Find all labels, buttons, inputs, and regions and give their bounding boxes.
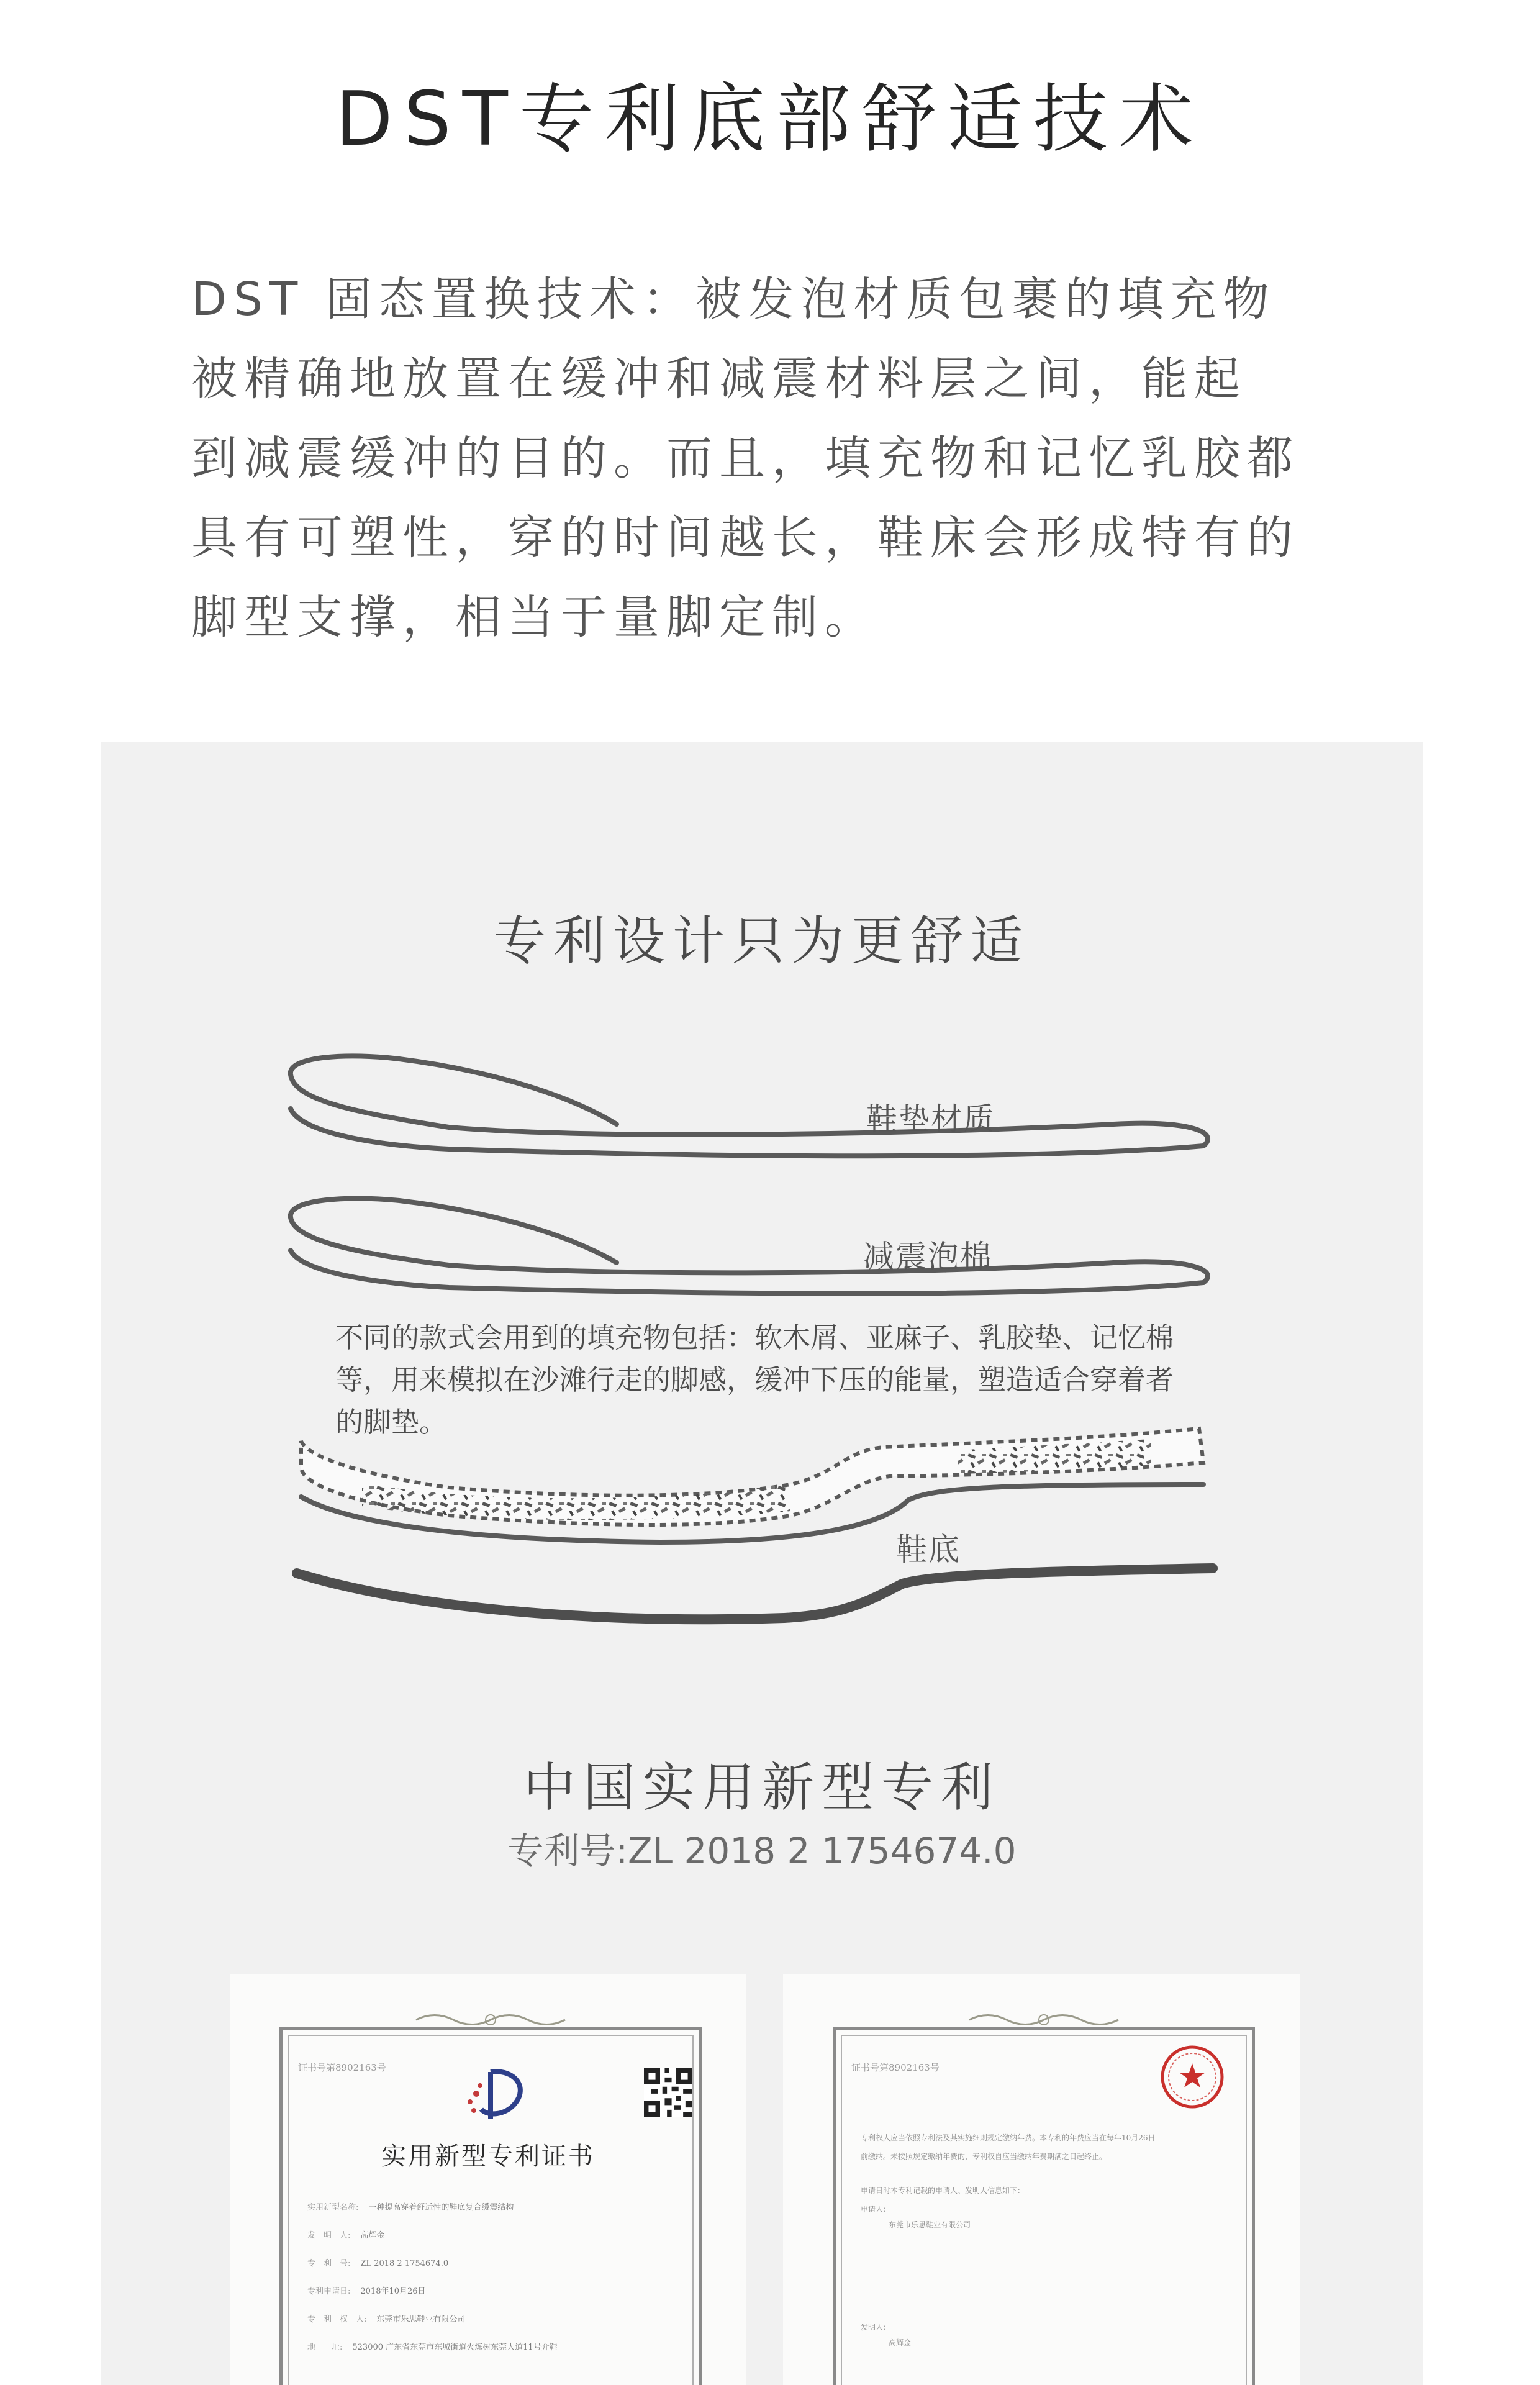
filler-description-line: 等，用来模拟在沙滩行走的脚感，缓冲下压的能量，塑造适合穿着者 [335, 1363, 1174, 1396]
certificate-number: 证书号第8902163号 [298, 2062, 386, 2073]
certificate-field: 专 利 号: ZL 2018 2 1754674.0 [307, 2259, 449, 2268]
filler-description [335, 1317, 1316, 1443]
certificate-text-line: 发明人： [861, 2323, 891, 2332]
certificate-text-line: 东莞市乐思鞋业有限公司 [889, 2220, 971, 2229]
sole-layer-shape [297, 1568, 1213, 1619]
filler-description-line: 不同的款式会用到的填充物包括：软木屑、亚麻子、乳胶垫、记忆棉 [335, 1321, 1174, 1354]
certificate-text-line: 前缴纳。未按照规定缴纳年费的，专利权自应当缴纳年费期满之日起终止。 [861, 2152, 1107, 2161]
intro-line: 具有可塑性，穿的时间越长，鞋床会形成特有的 [191, 511, 1300, 565]
certificate-field: 专 利 权 人: 东莞市乐思鞋业有限公司 [307, 2315, 466, 2324]
diagram-heading: 专利设计只为更舒适 [493, 911, 1030, 971]
certificate-number: 证书号第8902163号 [851, 2062, 940, 2073]
insole-layer-shape [291, 1056, 1208, 1156]
red-seal-icon [1159, 2043, 1226, 2110]
patent-certificate-back [783, 1974, 1300, 2385]
foam-layer-shape [291, 1199, 1208, 1294]
patent-office-logo-icon [463, 2066, 531, 2125]
intro-line: DST 固态置换技术：被发泡材质包裹的填充物 [191, 273, 1276, 326]
sole-layers-diagram [101, 742, 1423, 1674]
intro-line: 被精确地放置在缓冲和减震材料层之间，能起 [191, 352, 1247, 406]
certificate-field: 实用新型名称: 一种提高穿着舒适性的鞋底复合缓震结构 [307, 2203, 514, 2212]
certificate-field: 地 址: 523000 广东省东莞市东城街道火炼树东莞大道11号介鞋 [307, 2343, 558, 2352]
intro-line: 脚型支撑，相当于量脚定制。 [191, 591, 877, 644]
certificate-text-line: 高辉金 [889, 2338, 912, 2347]
certificate-field: 发 明 人: 高辉金 [307, 2231, 385, 2240]
patent-panel [101, 742, 1423, 2385]
filler-description-line: 的脚垫。 [335, 1406, 448, 1438]
patent-certificate-front [230, 1974, 746, 2385]
certificate-text-line: 专利权人应当依照专利法及其实施细则规定缴纳年费。本专利的年费应当在每年10月26日 [861, 2133, 1156, 2142]
patent-title: 中国实用新型专利 [523, 1757, 1000, 1818]
intro-paragraph [191, 260, 1352, 657]
sole-label: 鞋底 [896, 1532, 961, 1568]
certificate-text-line: 申请日时本专利记载的申请人、发明人信息如下： [861, 2186, 1025, 2195]
insole-label: 鞋垫材质 [866, 1101, 995, 1137]
certificate-name: 实用新型专利证书 [381, 2142, 595, 2171]
certificate-field: 专利申请日: 2018年10月26日 [307, 2287, 426, 2296]
certificate-text-line: 申请人： [861, 2205, 891, 2214]
page-title: DST专利底部舒适技术 [335, 76, 1205, 163]
patent-number: 专利号:ZL 2018 2 1754674.0 [507, 1830, 1017, 1872]
filler-layer-shape [301, 1429, 1203, 1542]
intro-line: 到减震缓冲的目的。而且，填充物和记忆乳胶都 [191, 432, 1300, 485]
qr-code-icon [644, 2068, 692, 2117]
foam-label: 减震泡棉 [863, 1238, 992, 1274]
